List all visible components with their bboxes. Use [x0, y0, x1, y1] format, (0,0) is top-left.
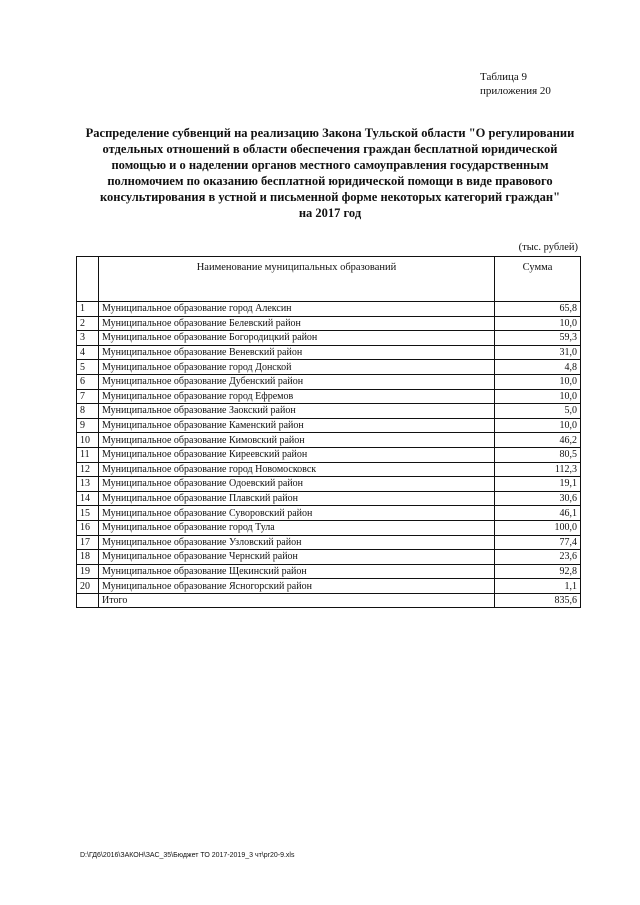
table-row — [77, 374, 581, 389]
table-row — [77, 550, 581, 565]
title-line: помощью и о наделении органов местного самоуправления государственным — [111, 158, 549, 172]
row-sum: 59,3 — [495, 331, 581, 346]
table-row — [77, 491, 581, 506]
table-header-row — [77, 257, 581, 302]
row-number: 11 — [77, 447, 99, 462]
row-name: Муниципальное образование Дубенский район — [99, 374, 495, 389]
units-label: (тыс. рублей) — [518, 242, 578, 253]
header-name: Наименование муниципальных образований — [99, 257, 495, 302]
row-name: Муниципальное образование Ясногорский район — [99, 579, 495, 594]
row-number: 14 — [77, 491, 99, 506]
row-name: Муниципальное образование город Алексин — [99, 302, 495, 317]
row-name: Муниципальное образование Белевский район — [99, 316, 495, 331]
table-row — [77, 564, 581, 579]
row-name: Муниципальное образование город Тула — [99, 520, 495, 535]
row-number: 18 — [77, 550, 99, 565]
row-sum: 10,0 — [495, 316, 581, 331]
header-number — [77, 257, 99, 302]
table-row — [77, 477, 581, 492]
total-label: Итого — [99, 593, 495, 608]
table-row — [77, 360, 581, 375]
table-row — [77, 520, 581, 535]
row-sum: 10,0 — [495, 418, 581, 433]
row-number: 5 — [77, 360, 99, 375]
row-name: Муниципальное образование Суворовский район — [99, 506, 495, 521]
table-row — [77, 462, 581, 477]
row-number: 6 — [77, 374, 99, 389]
table-number: Таблица 9 — [480, 71, 528, 83]
row-sum: 80,5 — [495, 447, 581, 462]
row-name: Муниципальное образование Щекинский район — [99, 564, 495, 579]
row-sum: 23,6 — [495, 550, 581, 565]
row-sum: 30,6 — [495, 491, 581, 506]
row-sum: 4,8 — [495, 360, 581, 375]
row-sum: 1,1 — [495, 579, 581, 594]
table-row — [77, 302, 581, 317]
row-number: 7 — [77, 389, 99, 404]
table-row — [77, 404, 581, 419]
row-name: Муниципальное образование Кимовский район — [99, 433, 495, 448]
header-sum: Сумма — [495, 257, 581, 302]
table-row — [77, 506, 581, 521]
table-total-row — [77, 593, 581, 608]
title-line: на 2017 год — [298, 206, 362, 220]
document-title — [70, 125, 590, 221]
row-name: Муниципальное образование Богородицкий район — [99, 331, 495, 346]
row-number: 9 — [77, 418, 99, 433]
row-sum: 46,2 — [495, 433, 581, 448]
total-number — [77, 593, 99, 608]
row-number: 4 — [77, 345, 99, 360]
row-number: 2 — [77, 316, 99, 331]
row-name: Муниципальное образование город Ефремов — [99, 389, 495, 404]
table-row — [77, 579, 581, 594]
table-row — [77, 433, 581, 448]
row-name: Муниципальное образование Веневский район — [99, 345, 495, 360]
row-number: 3 — [77, 331, 99, 346]
row-name: Муниципальное образование Каменский район — [99, 418, 495, 433]
row-number: 13 — [77, 477, 99, 492]
table-row — [77, 389, 581, 404]
table-row — [77, 345, 581, 360]
row-number: 12 — [77, 462, 99, 477]
row-sum: 100,0 — [495, 520, 581, 535]
row-name: Муниципальное образование Заокский район — [99, 404, 495, 419]
row-name: Муниципальное образование город Донской — [99, 360, 495, 375]
table-row — [77, 418, 581, 433]
row-number: 16 — [77, 520, 99, 535]
title-line: консультирования в устной и письменной форме некоторых категорий граждан" — [99, 190, 561, 204]
row-sum: 10,0 — [495, 389, 581, 404]
row-sum: 77,4 — [495, 535, 581, 550]
table-row — [77, 316, 581, 331]
row-sum: 31,0 — [495, 345, 581, 360]
row-sum: 10,0 — [495, 374, 581, 389]
row-number: 19 — [77, 564, 99, 579]
subvention-table — [76, 256, 581, 608]
row-sum: 5,0 — [495, 404, 581, 419]
row-name: Муниципальное образование Узловский район — [99, 535, 495, 550]
table-row — [77, 535, 581, 550]
row-sum: 65,8 — [495, 302, 581, 317]
total-sum: 835,6 — [495, 593, 581, 608]
row-number: 1 — [77, 302, 99, 317]
row-name: Муниципальное образование Одоевский район — [99, 477, 495, 492]
row-name: Муниципальное образование город Новомосковск — [99, 462, 495, 477]
row-sum: 92,8 — [495, 564, 581, 579]
row-number: 8 — [77, 404, 99, 419]
row-number: 17 — [77, 535, 99, 550]
row-sum: 19,1 — [495, 477, 581, 492]
row-sum: 46,1 — [495, 506, 581, 521]
file-path-footer: D:\ГД6\2016\ЗАКОН\ЗАС_35\Бюджет ТО 2017-2019_3 чт\pr20-9.xls — [80, 852, 295, 859]
row-number: 20 — [77, 579, 99, 594]
row-name: Муниципальное образование Плавский район — [99, 491, 495, 506]
row-number: 10 — [77, 433, 99, 448]
row-sum: 112,3 — [495, 462, 581, 477]
title-line: отдельных отношений в области обеспечения граждан бесплатной юридической — [102, 142, 558, 156]
row-number: 15 — [77, 506, 99, 521]
table-reference — [480, 70, 590, 98]
appendix-number: приложения 20 — [480, 85, 551, 97]
title-line: Распределение субвенций на реализацию Закона Тульской области "О регулировании — [85, 126, 575, 140]
table-row — [77, 447, 581, 462]
row-name: Муниципальное образование Чернский район — [99, 550, 495, 565]
title-line: полномочием по оказанию бесплатной юридической помощи в виде правового — [107, 174, 553, 188]
table-row — [77, 331, 581, 346]
row-name: Муниципальное образование Киреевский район — [99, 447, 495, 462]
